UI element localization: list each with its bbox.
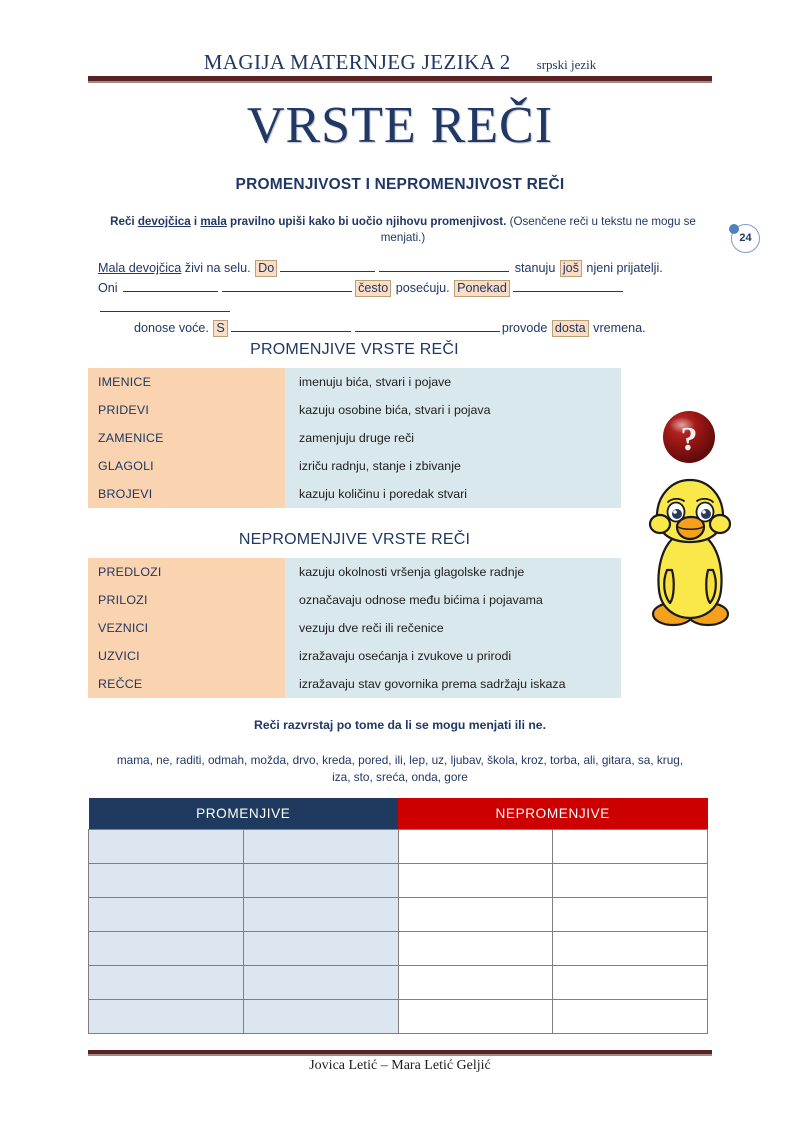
cloze-l2-text1: Oni bbox=[98, 281, 122, 295]
table-row bbox=[88, 396, 621, 424]
cloze-exercise bbox=[98, 258, 712, 338]
table-row bbox=[89, 966, 708, 1000]
answer-cell[interactable] bbox=[243, 898, 398, 932]
cloze-l1-text2: stanuju bbox=[511, 261, 559, 275]
word-class-name: IMENICE bbox=[88, 368, 285, 396]
answer-cell[interactable] bbox=[553, 898, 708, 932]
cloze-blank-8[interactable] bbox=[355, 318, 500, 332]
page-title: VRSTE REČI bbox=[246, 97, 554, 154]
cloze-highlight-cesto: često bbox=[355, 280, 391, 297]
word-bank: mama, ne, raditi, odmah, možda, drvo, kreda, pored, ili, lep, uz, ljubav, škola, kroz, torba, ali, gitara, sa, krug, iza, sto, sreća, onda, gore bbox=[116, 753, 684, 784]
cloze-l1-text1: živi na selu. bbox=[181, 261, 255, 275]
answer-cell[interactable] bbox=[553, 932, 708, 966]
answer-cell[interactable] bbox=[398, 932, 553, 966]
table-row bbox=[88, 480, 621, 508]
footer-authors: Jovica Letić – Mara Letić Geljić bbox=[309, 1058, 491, 1073]
cloze-blank-1[interactable] bbox=[280, 258, 375, 272]
cloze-blank-3[interactable] bbox=[123, 278, 218, 292]
cloze-blank-6[interactable] bbox=[100, 298, 230, 312]
section-heading-promenjive: PROMENJIVE VRSTE REČI bbox=[250, 341, 459, 358]
cloze-l1-subject: Mala devojčica bbox=[98, 261, 182, 275]
answer-cell[interactable] bbox=[89, 1000, 244, 1034]
answer-cell[interactable] bbox=[243, 1000, 398, 1034]
word-class-name: GLAGOLI bbox=[88, 452, 285, 480]
word-class-desc: izriču radnju, stanje i zbivanje bbox=[285, 452, 621, 480]
sorting-table-header-row bbox=[89, 798, 708, 830]
masthead bbox=[88, 50, 712, 75]
answer-cell[interactable] bbox=[398, 830, 553, 864]
page-number: 24 bbox=[739, 232, 752, 244]
task1-instr-part2: i bbox=[190, 215, 201, 228]
task1-instr-part1: Reči bbox=[110, 215, 138, 228]
task1-instr-word1: devojčica bbox=[137, 215, 191, 228]
cloze-highlight-ponekad: Ponekad bbox=[454, 280, 510, 297]
table-row bbox=[88, 586, 621, 614]
task1-instr-word2: mala bbox=[200, 215, 227, 228]
answer-cell[interactable] bbox=[398, 1000, 553, 1034]
table-row bbox=[88, 642, 621, 670]
answer-cell[interactable] bbox=[89, 898, 244, 932]
word-class-desc: vezuju dve reči ili rečenice bbox=[285, 614, 621, 642]
cloze-l3-text2: provode bbox=[501, 321, 551, 335]
table-row bbox=[88, 424, 621, 452]
word-class-name: PRIDEVI bbox=[88, 396, 285, 424]
word-class-desc: kazuju osobine bića, stvari i pojava bbox=[285, 396, 621, 424]
series-title: MAGIJA MATERNJEG JEZIKA 2 bbox=[203, 50, 511, 74]
answer-cell[interactable] bbox=[553, 864, 708, 898]
question-mark-icon bbox=[660, 408, 718, 466]
word-class-desc: imenuju bića, stvari i pojave bbox=[285, 368, 621, 396]
word-class-desc: zamenjuju druge reči bbox=[285, 424, 621, 452]
answer-cell[interactable] bbox=[243, 864, 398, 898]
answer-cell[interactable] bbox=[398, 864, 553, 898]
table-row bbox=[88, 614, 621, 642]
word-class-desc: označavaju odnose među bićima i pojavama bbox=[285, 586, 621, 614]
cloze-highlight-s: S bbox=[213, 320, 227, 337]
header-rule-thin bbox=[88, 81, 712, 83]
word-class-desc: izražavaju osećanja i zvukove u prirodi bbox=[285, 642, 621, 670]
task1-instruction bbox=[110, 214, 696, 246]
word-class-desc: kazuju okolnosti vršenja glagolske radnje bbox=[285, 558, 621, 586]
task1-instr-note: (Osenčene reči u tekstu ne mogu se menjati.) bbox=[380, 215, 696, 244]
cloze-l3-text1: donose voće. bbox=[134, 321, 213, 335]
word-class-name: BROJEVI bbox=[88, 480, 285, 508]
task2-instruction: Reči razvrstaj po tome da li se mogu menjati ili ne. bbox=[254, 718, 546, 732]
answer-cell[interactable] bbox=[398, 898, 553, 932]
subject-label: srpski jezik bbox=[536, 57, 597, 72]
table-row bbox=[88, 452, 621, 480]
table-row bbox=[89, 898, 708, 932]
answer-cell[interactable] bbox=[553, 830, 708, 864]
table-row bbox=[88, 558, 621, 586]
promenjive-table bbox=[88, 368, 621, 508]
footer-rule-thin bbox=[88, 1054, 712, 1056]
word-class-name: PRILOZI bbox=[88, 586, 285, 614]
cloze-highlight-jos: još bbox=[560, 260, 582, 277]
answer-cell[interactable] bbox=[553, 966, 708, 1000]
nepromenjive-table bbox=[88, 558, 621, 698]
word-class-desc: kazuju količinu i poredak stvari bbox=[285, 480, 621, 508]
answer-cell[interactable] bbox=[89, 966, 244, 1000]
cloze-blank-5[interactable] bbox=[513, 278, 623, 292]
cloze-line-2 bbox=[98, 278, 712, 318]
answer-cell[interactable] bbox=[553, 1000, 708, 1034]
column-header-promenjive: PROMENJIVE bbox=[89, 798, 399, 830]
word-class-name: REČCE bbox=[88, 670, 285, 698]
word-class-name: UZVICI bbox=[88, 642, 285, 670]
cloze-blank-2[interactable] bbox=[379, 258, 509, 272]
word-class-name: PREDLOZI bbox=[88, 558, 285, 586]
table-row bbox=[89, 864, 708, 898]
cloze-highlight-dosta: dosta bbox=[552, 320, 589, 337]
table-row bbox=[89, 830, 708, 864]
answer-cell[interactable] bbox=[398, 966, 553, 1000]
page-number-badge bbox=[731, 224, 760, 253]
answer-cell[interactable] bbox=[89, 864, 244, 898]
duckling-icon bbox=[643, 472, 738, 632]
word-class-name: ZAMENICE bbox=[88, 424, 285, 452]
sorting-table-body bbox=[89, 830, 708, 1034]
answer-cell[interactable] bbox=[243, 830, 398, 864]
answer-cell[interactable] bbox=[89, 830, 244, 864]
cloze-highlight-do: Do bbox=[255, 260, 277, 277]
table-row bbox=[88, 670, 621, 698]
word-class-desc: izražavaju stav govornika prema sadržaju iskaza bbox=[285, 670, 621, 698]
cloze-l3-text3: vremena. bbox=[589, 321, 646, 335]
cloze-blank-4[interactable] bbox=[222, 278, 352, 292]
cloze-l1-text3: njeni prijatelji. bbox=[582, 261, 663, 275]
table-row bbox=[89, 932, 708, 966]
page-subtitle: PROMENJIVOST I NEPROMENJIVOST REČI bbox=[235, 176, 565, 193]
table-row bbox=[89, 1000, 708, 1034]
sorting-table bbox=[88, 798, 708, 1034]
answer-cell[interactable] bbox=[89, 932, 244, 966]
cloze-blank-7[interactable] bbox=[231, 318, 351, 332]
word-class-name: VEZNICI bbox=[88, 614, 285, 642]
cloze-l2-text2: posećuju. bbox=[392, 281, 454, 295]
table-row bbox=[88, 368, 621, 396]
cloze-line-1 bbox=[98, 258, 712, 278]
task1-instr-part3: pravilno upiši kako bi uočio njihovu promenjivost. bbox=[226, 215, 507, 228]
section-heading-nepromenjive: NEPROMENJIVE VRSTE REČI bbox=[238, 531, 471, 548]
answer-cell[interactable] bbox=[243, 932, 398, 966]
column-header-nepromenjive: NEPROMENJIVE bbox=[398, 798, 708, 830]
svg-text:?: ? bbox=[680, 421, 698, 458]
answer-cell[interactable] bbox=[243, 966, 398, 1000]
cloze-line-3 bbox=[98, 318, 712, 338]
